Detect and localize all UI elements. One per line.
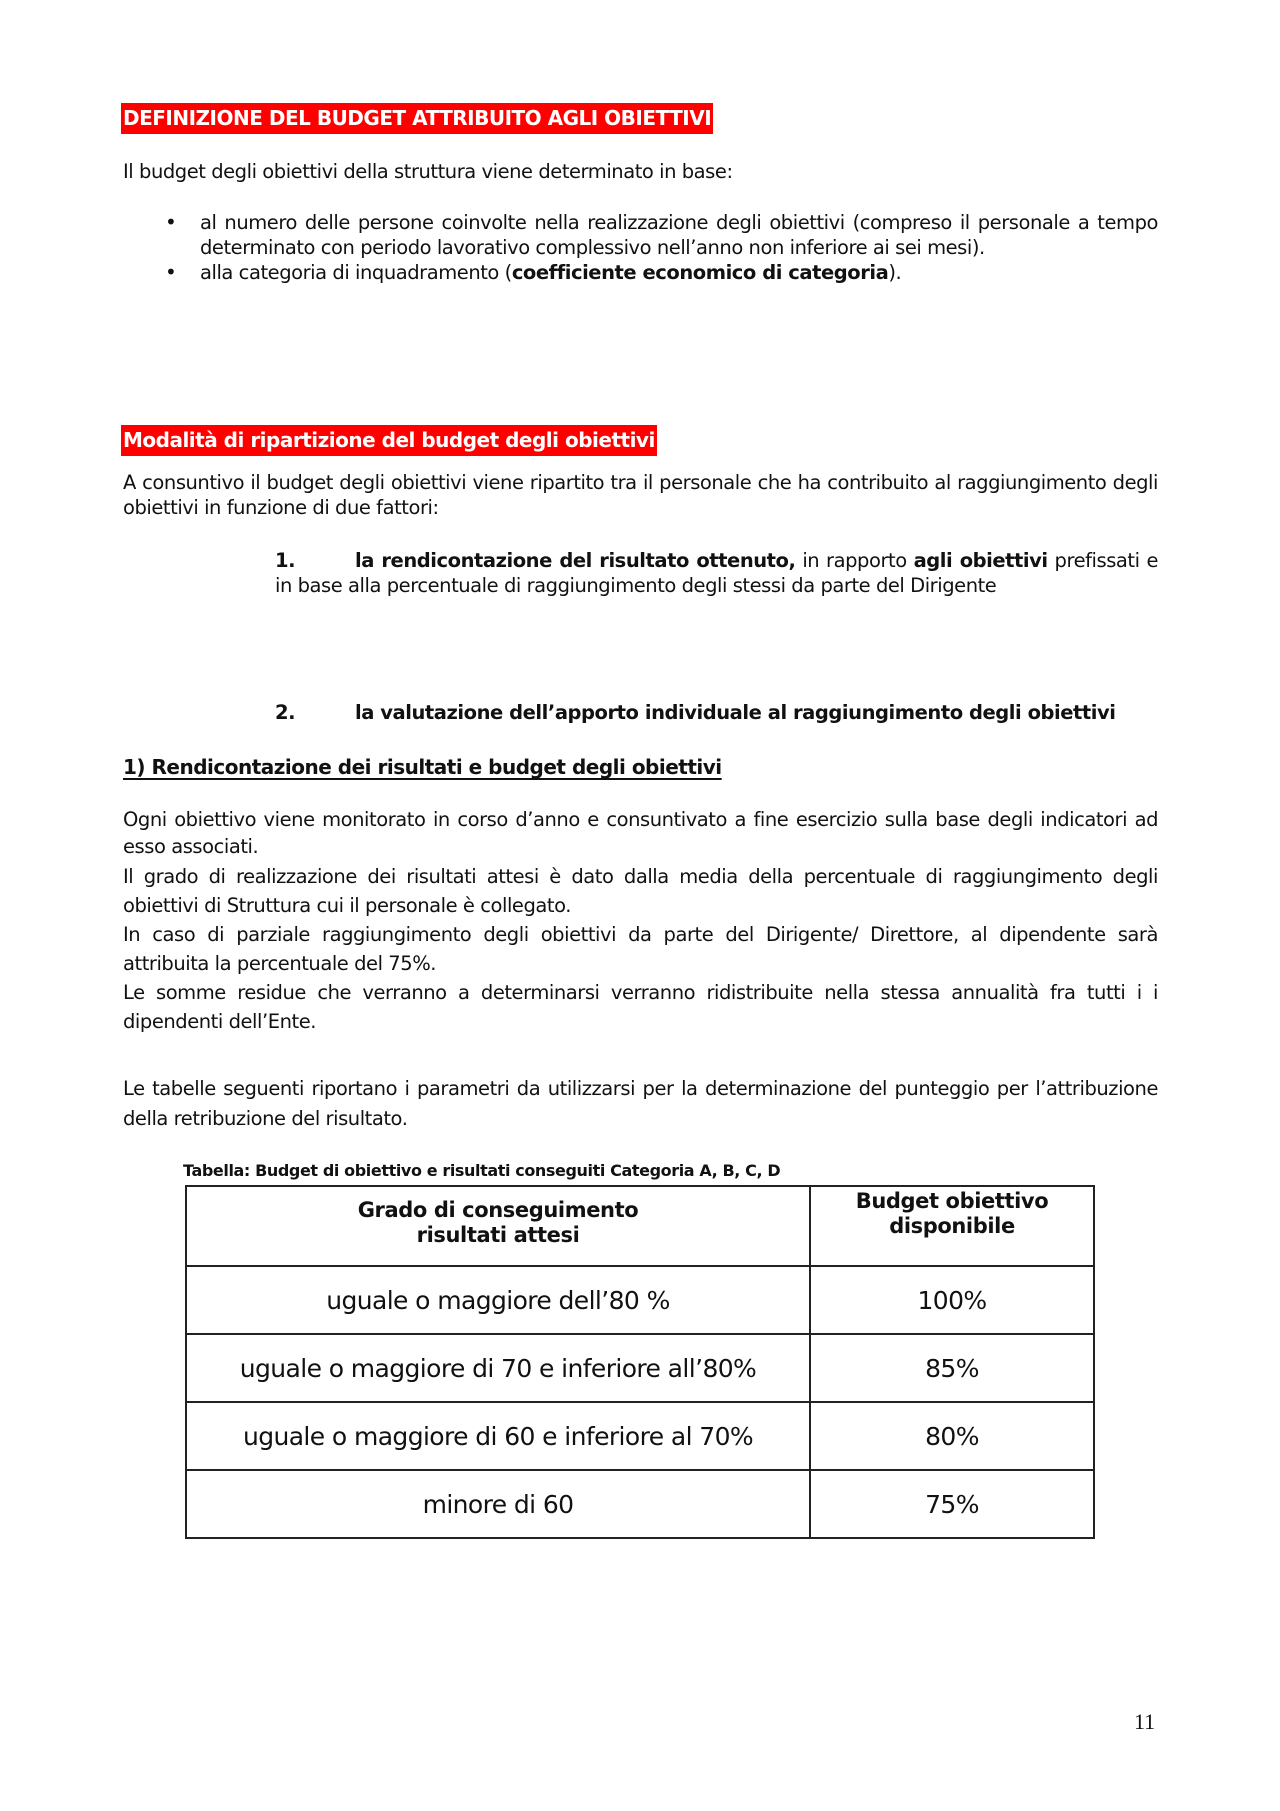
cell-grado: uguale o maggiore dell’80 % bbox=[186, 1266, 810, 1334]
cell-budget: 100% bbox=[810, 1266, 1094, 1334]
red-highlight-heading: DEFINIZIONE DEL BUDGET ATTRIBUITO AGLI OBIETTIVI bbox=[121, 103, 713, 134]
item-bold-text: la rendicontazione del risultato ottenuto, bbox=[355, 549, 796, 572]
header-grado-line2: risultati attesi bbox=[416, 1223, 580, 1247]
page-number: 11 bbox=[1134, 1709, 1156, 1734]
paragraph: Il grado di realizzazione dei risultati attesi è dato dalla media della percentuale di raggiungimento degli obiettivi di Struttura cui il personale è collegato. bbox=[123, 865, 1158, 917]
section3-paragraphs bbox=[123, 806, 1158, 1036]
bullet-item bbox=[123, 260, 1158, 285]
bullet-icon: • bbox=[165, 210, 177, 234]
bullet-item bbox=[123, 210, 1158, 260]
header-grado bbox=[186, 1186, 810, 1266]
bullet-text-bold: coefficiente economico di categoria bbox=[511, 261, 889, 284]
section2-intro: A consuntivo il budget degli obiettivi viene ripartito tra il personale che ha contribuito al raggiungimento degli obiettivi in funzione di due fattori: bbox=[123, 471, 1158, 519]
cell-grado: uguale o maggiore di 60 e inferiore al 70% bbox=[186, 1402, 810, 1470]
section1-bullet-list bbox=[123, 210, 1158, 285]
table-header-row bbox=[186, 1186, 1094, 1266]
cell-budget: 85% bbox=[810, 1334, 1094, 1402]
section-modalita-heading bbox=[121, 425, 657, 456]
item-bold-text: la valutazione dell’apporto individuale al raggiungimento degli obiettivi bbox=[355, 701, 1116, 724]
section-rendicontazione-heading bbox=[123, 755, 722, 779]
cell-grado: minore di 60 bbox=[186, 1470, 810, 1538]
bullet-icon: • bbox=[165, 260, 177, 284]
paragraph: Ogni obiettivo viene monitorato in corso d’anno e consuntivato a fine esercizio sulla base degli indicatori ad esso associati. bbox=[123, 808, 1158, 858]
table-caption bbox=[183, 1161, 780, 1180]
cell-budget: 80% bbox=[810, 1402, 1094, 1470]
table-row bbox=[186, 1470, 1094, 1538]
table-row bbox=[186, 1402, 1094, 1470]
cell-grado: uguale o maggiore di 70 e inferiore all’80% bbox=[186, 1334, 810, 1402]
table-row bbox=[186, 1334, 1094, 1402]
header-budget bbox=[810, 1186, 1094, 1266]
bullet-text-after: ). bbox=[888, 261, 902, 284]
table-row bbox=[186, 1266, 1094, 1334]
header-budget-line1: Budget obiettivo bbox=[855, 1189, 1049, 1213]
item-bold-text: agli obiettivi bbox=[913, 549, 1048, 572]
underlined-heading: 1) Rendicontazione dei risultati e budget degli obiettivi bbox=[123, 755, 722, 779]
header-grado-line1: Grado di conseguimento bbox=[357, 1198, 639, 1222]
cell-budget: 75% bbox=[810, 1470, 1094, 1538]
table-caption-text: Tabella: Budget di obiettivo e risultati conseguiti Categoria A, B, C, D bbox=[183, 1161, 781, 1180]
bullet-text-before: alla categoria di inquadramento ( bbox=[200, 261, 512, 284]
red-highlight-heading: Modalità di ripartizione del budget degli obiettivi bbox=[121, 425, 657, 456]
paragraph: Le somme residue che verranno a determinarsi verranno ridistribuite nella stessa annualità fra tutti i i dipendenti dell’Ente. bbox=[123, 981, 1158, 1033]
section3-closing: Le tabelle seguenti riportano i parametri da utilizzarsi per la determinazione del punteggio per l’attribuzione della retribuzione del risultato. bbox=[123, 1077, 1158, 1130]
paragraph: In caso di parziale raggiungimento degli obiettivi da parte del Dirigente/ Direttore, al dipendente sarà attribuita la percentuale del 75%. bbox=[123, 923, 1158, 975]
section-definizione-heading bbox=[121, 103, 713, 134]
section1-intro: Il budget degli obiettivi della struttura viene determinato in base: bbox=[123, 160, 733, 183]
item-text: prefissati e in base alla percentuale di raggiungimento degli stessi da parte del Dirigente bbox=[275, 549, 1158, 597]
numbered-item-2 bbox=[275, 700, 1158, 725]
numbered-item-1 bbox=[275, 548, 1158, 598]
item-number: 1. bbox=[275, 549, 296, 572]
bullet-text: al numero delle persone coinvolte nella realizzazione degli obiettivi (compreso il personale a tempo determinato con periodo lavorativo complessivo nell’anno non inferiore ai sei mesi). bbox=[200, 211, 1158, 259]
budget-table bbox=[185, 1185, 1095, 1539]
item-number: 2. bbox=[275, 701, 296, 724]
item-text: in rapporto bbox=[795, 549, 914, 572]
header-budget-line2: disponibile bbox=[889, 1214, 1015, 1238]
